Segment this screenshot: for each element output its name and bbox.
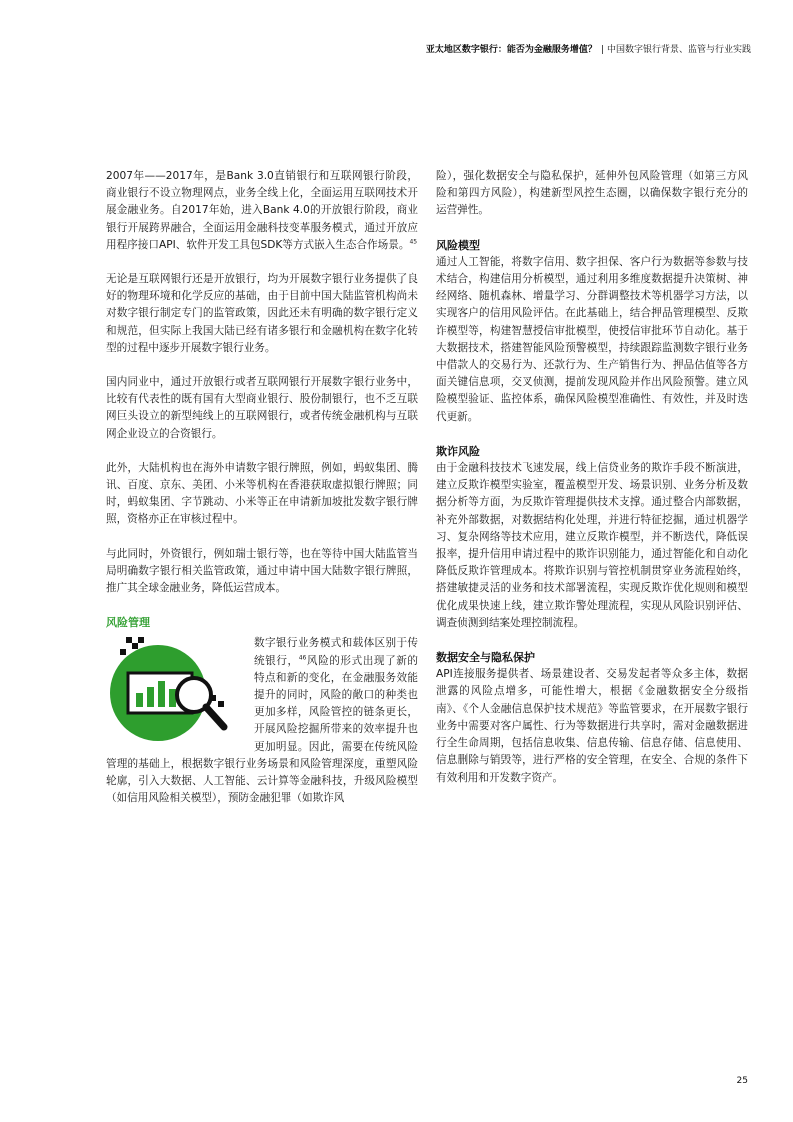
paragraph-domestic-peers: 国内同业中，通过开放银行或者互联网银行开展数字银行业务中，比较有代表性的既有国有大型商业银行、股份制银行，也不乏互联网巨头设立的新型纯线上的互联网银行，或者传统金融机构与互联网企业设立的合资银行。 [106,376,418,440]
header-title: 亚太地区数字银行：能否为金融服务增值？ [425,45,597,55]
paragraph-bank-history: 2007年——2017年，是Bank 3.0直销银行和互联网银行阶段，商业银行不设立物理网点，业务全线上化，全面运用互联网技术开展金融业务。自2017年始，进入Bank 4.0的开放银行阶段，商业银行开展跨界融合，全面运用金融科技变革服务模式，通过开放应用程序接口API、软件开发工具包SDK等方式嵌入生态合作场景。$^{45}$ [106,170,418,251]
header-subtitle: 中国数字银行背景、监管与行业实践 [606,45,751,55]
heading-data-security: 数据安全与隐私保护 [436,651,535,665]
paragraph-risk-continued: 险），强化数据安全与隐私保护，延伸外包风险管理（如第三方风险和第四方风险），构建新型风控生态圈，以确保数字银行充分的运营弹性。 [436,170,748,217]
paragraph-data-security: API连接服务提供者、场景建设者、交易发起者等众多主体，数据泄露的风险点增多，可能性增大，根据《金融数据安全分级指南》、《个人金融信息保护技术规范》等监管要求，在开展数字银行业务中需要对客户属性、行为等数据进行共享时，需对金融数据进行全生命周期，包括信息收集、信息传输、信息存储、信息使用、信息删除与销毁等，进行严格的安全管理，在安全、合规的条件下有效利用和开发数字资产。 [436,668,748,784]
paragraph-fraud-risk: 由于金融科技技术飞速发展，线上信贷业务的欺诈手段不断演进，建立反欺诈模型实验室，覆盖模型开发、场景识别、业务分析及数据分析等方面，为反欺诈管理提供技术支撑。通过整合内部数据，补充外部数据，对数据结构化处理，并进行特征挖掘，通过机器学习、复杂网络等技术应用，建立反欺诈模型，并不断迭代，降低误报率，提升信用申请过程中的欺诈识别能力，通过智能化和自动化降低反欺诈管理成本。将欺诈识别与管控机制贯穿业务流程始终，搭建敏捷灵活的业务和技术部署流程，实现反欺诈优化规则和模型优化成果快速上线，建立欺诈警处理流程，实现从风险识别评估、调查侦测到结案处理控制流程。 [436,462,748,629]
running-header [426,44,751,56]
paragraph-risk-model: 通过人工智能，将数字信用、数字担保、客户行为数据等参数与技术结合，构建信用分析模型，通过利用多维度数据提升决策树、神经网络、随机森林、增量学习、分群调整技术等机器学习方法，以实现客户的信用风险评估。在此基础上，结合押品管理模型、反欺诈模型等，构建智慧授信审批模型，使授信审批环节自动化。基于大数据技术，搭建智能风险预警模型，持续跟踪监测数字银行业务中借款人的交易行为、还款行为、生产销售行为、押品估值等各方面关键信息项，交叉侦测，提前发现风险并作出风险预警。建立风险模型验证、监控体系，确保风险模型准确性、有效性，并及时迭代更新。 [436,255,748,423]
risk-section [106,635,418,807]
risk-analytics-magnifier-icon [106,635,246,745]
paragraph-foreign-banks: 与此同时，外资银行，例如瑞士银行等，也在等待中国大陆监管当局明确数字银行相关监管政策，通过申请中国大陆数字银行牌照，推广其全球金融业务，降低运营成本。 [106,547,418,595]
heading-risk-model: 风险模型 [436,238,480,252]
heading-risk-management: 风险管理 [106,616,150,630]
right-column [436,168,748,804]
footnote-ref-45: 45 [409,238,418,246]
heading-fraud-risk: 欺诈风险 [436,444,480,458]
paragraph-risk-management: 数字银行业务模式和载体区别于传统银行，$^{46}$风险的形式出现了新的特点和新的变化，在金融服务效能提升的同时，风险的敞口的种类也更加多样，风险管控的链条更长，开展风险挖掘所带来的效率提升也更加明显。因此，需要在传统风险管理的基础上，根据数字银行业务场景和风险管理深度，重塑风险轮廓，引入大数据、人工智能、云计算等金融科技，升级风险模型（如信用风险相关模型），预防金融犯罪（如欺诈风 [106,637,419,805]
paragraph-open-banking: 无论是互联网银行还是开放银行，均为开展数字银行业务提供了良好的物理环境和化学反应的基础，由于目前中国大陆监管机构尚未对数字银行制定专门的监管政策，因此还未有明确的数字银行定义和规范，但实际上我国大陆已经有诸多银行和金融机构在数字化转型的过程中逐步开展数字银行业务。 [106,273,418,354]
left-column [106,168,418,825]
header-separator: | [600,45,604,55]
paragraph-overseas-licenses: 此外，大陆机构也在海外申请数字银行牌照，例如，蚂蚁集团、腾讯、百度、京东、美团、小米等机构在香港获取虚拟银行牌照；同时，蚂蚁集团、字节跳动、小米等正在申请新加坡批发数字银行牌照，资格亦正在审核过程中。 [106,461,418,526]
page-number: 25 [736,1076,748,1086]
footnote-ref-46: 46 [298,654,307,662]
